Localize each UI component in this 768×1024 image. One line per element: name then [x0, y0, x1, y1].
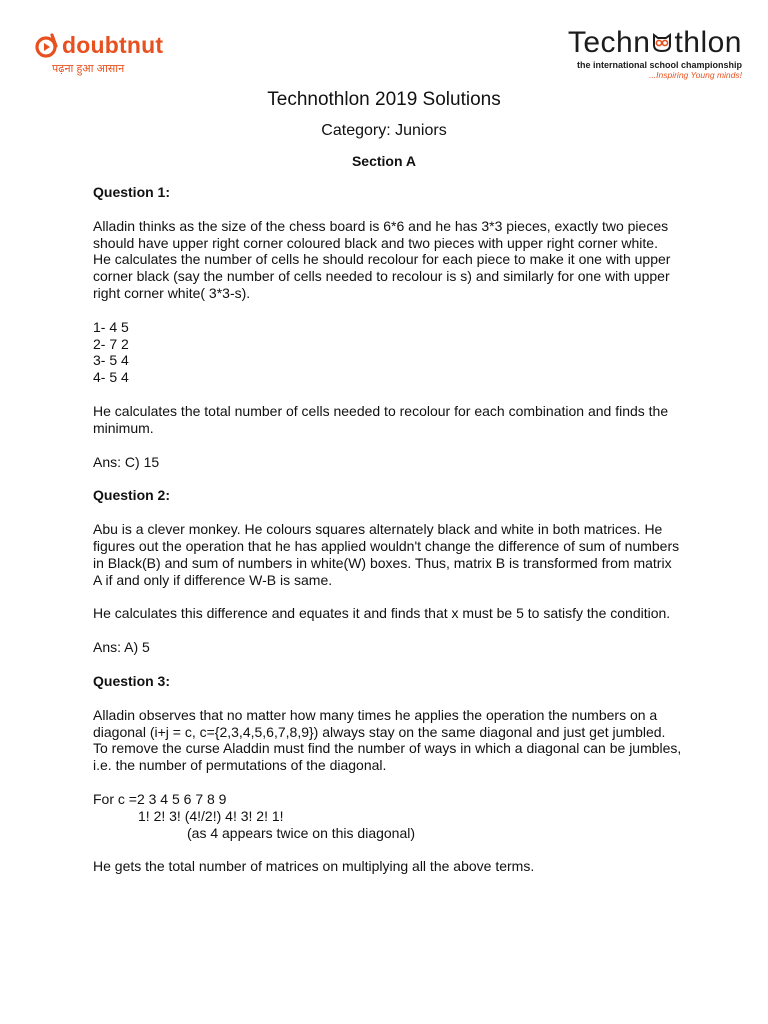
technothlon-brand: Techn thlon: [567, 26, 742, 59]
question-1-list-item: 2- 7 2: [93, 335, 129, 352]
question-1-list-item: 1- 4 5: [93, 318, 129, 335]
question-3-heading: Question 3:: [93, 672, 171, 689]
question-3-paragraph: He gets the total number of matrices on multiplying all the above terms.: [93, 858, 535, 875]
question-2-paragraph: He calculates this difference and equates it and finds that x must be 5 to satisfy the condition.: [93, 605, 671, 622]
document-title: Technothlon 2019 Solutions: [267, 89, 501, 110]
question-2-heading: Question 2:: [93, 487, 171, 504]
owl-icon: [651, 31, 673, 53]
question-2-paragraph: Abu is a clever monkey. He colours squares alternately black and white in both matrices. He figures out the operation that he has applied wouldn't change the difference of sum of numbers in Black(B) and sum of numbers in white(W) boxes. Thus, matrix B is transformed from matrix A if and only if difference W-B is same.: [93, 521, 680, 588]
question-1-paragraph: Alladin thinks as the size of the chess board is 6*6 and he has 3*3 pieces, exactly two pieces should have upper right corner coloured black and two pieces with upper right corner white.: [93, 217, 669, 251]
document-category: Category: Juniors: [321, 122, 447, 139]
question-2-answer: Ans: A) 5: [93, 639, 150, 656]
doubtnut-tagline: पढ़ना हुआ आसान: [52, 63, 125, 75]
question-3-line: (as 4 appears twice on this diagonal): [187, 824, 416, 841]
question-3-paragraph: Alladin observes that no matter how many times he applies the operation the numbers on a diagonal (i+j = c, c={2,3,4,5,6,7,8,9}) always stay on the same diagonal and just get jumbled. To remove the curse Aladdin must find the number of ways in which a diagonal can be jumbles, i.e. the number of permutations of the diagonal.: [93, 706, 682, 774]
technothlon-slogan: ...Inspiring Young minds!: [649, 70, 742, 80]
question-1-list-item: 4- 5 4: [93, 369, 129, 386]
question-1-answer: Ans: C) 15: [93, 453, 160, 470]
question-1-paragraph: He calculates the total number of cells needed to recolour for each combination and finds the minimum.: [93, 402, 669, 436]
question-3-line: 1! 2! 3! (4!/2!) 4! 3! 2! 1!: [138, 807, 284, 824]
technothlon-logo: [542, 26, 742, 78]
doubtnut-mark-icon: [34, 32, 60, 58]
question-1-list-item: 3- 5 4: [93, 352, 129, 369]
question-3-line: For c =2 3 4 5 6 7 8 9: [93, 790, 227, 807]
question-1-heading: Question 1:: [93, 184, 171, 200]
technothlon-subtitle: the international school championship: [576, 60, 742, 70]
document-body: [93, 184, 683, 875]
section-heading: Section A: [351, 153, 417, 169]
doubtnut-logo: [34, 30, 194, 80]
doubtnut-brand: doubtnut: [62, 32, 164, 58]
question-1-paragraph: He calculates the number of cells he should recolour for each piece to make it one with upper corner black (say the number of cells needed to recolour is s) and similarly for one with upper right corner white( 3*3-s).: [93, 251, 671, 301]
